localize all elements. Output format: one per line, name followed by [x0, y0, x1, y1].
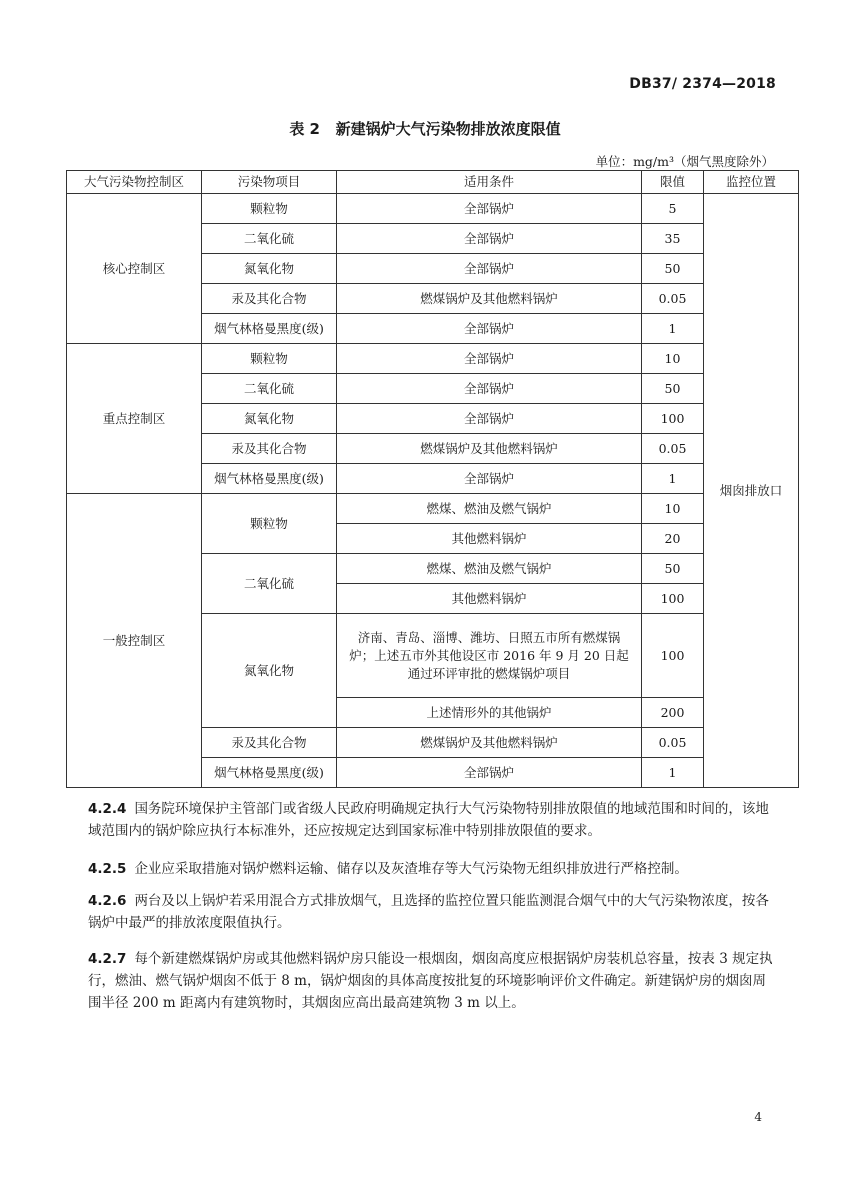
clause-number: 4.2.5: [88, 861, 127, 877]
limit-cell: 200: [642, 698, 704, 728]
condition-cell: 其他燃料锅炉: [337, 524, 642, 554]
limit-cell: 0.05: [642, 284, 704, 314]
clause-4-2-6: [88, 890, 778, 934]
col-header-monitor: 监控位置: [704, 171, 799, 194]
limit-cell: 1: [642, 314, 704, 344]
clause-4-2-5: [88, 858, 778, 880]
condition-cell: 全部锅炉: [337, 464, 642, 494]
zone-core: 核心控制区: [67, 194, 202, 344]
limit-cell: 5: [642, 194, 704, 224]
condition-cell: 全部锅炉: [337, 224, 642, 254]
limit-cell: 1: [642, 758, 704, 788]
limit-cell: 50: [642, 374, 704, 404]
condition-cell: 燃煤、燃油及燃气锅炉: [337, 494, 642, 524]
standard-code: DB37/ 2374—2018: [629, 76, 776, 92]
table-row: [67, 344, 799, 374]
limit-cell: 0.05: [642, 728, 704, 758]
pollutant-cell: 二氧化硫: [202, 554, 337, 614]
condition-cell: 全部锅炉: [337, 194, 642, 224]
pollutant-cell: 二氧化硫: [202, 224, 337, 254]
condition-cell: 上述情形外的其他锅炉: [337, 698, 642, 728]
limit-cell: 100: [642, 614, 704, 698]
zone-general: 一般控制区: [67, 494, 202, 788]
condition-cell: 燃煤锅炉及其他燃料锅炉: [337, 728, 642, 758]
pollutant-cell: 烟气林格曼黑度(级): [202, 758, 337, 788]
clause-text: 国务院环境保护主管部门或省级人民政府明确规定执行大气污染物特别排放限值的地域范围和时间的，该地域范围内的锅炉除应执行本标准外，还应按规定达到国家标准中特别排放限值的要求。: [88, 801, 769, 839]
pollutant-cell: 烟气林格曼黑度(级): [202, 464, 337, 494]
clause-text: 两台及以上锅炉若采用混合方式排放烟气，且选择的监控位置只能监测混合烟气中的大气污染物浓度，按各锅炉中最严的排放浓度限值执行。: [88, 893, 769, 931]
limit-cell: 50: [642, 254, 704, 284]
table-row: [67, 194, 799, 224]
pollutant-cell: 氮氧化物: [202, 614, 337, 728]
table-row: [67, 494, 799, 524]
pollutant-cell: 汞及其化合物: [202, 728, 337, 758]
table-header-row: [67, 171, 799, 194]
condition-cell: 其他燃料锅炉: [337, 584, 642, 614]
clause-text: 企业应采取措施对锅炉燃料运输、储存以及灰渣堆存等大气污染物无组织排放进行严格控制。: [134, 861, 688, 877]
pollutant-cell: 颗粒物: [202, 494, 337, 554]
limit-cell: 10: [642, 494, 704, 524]
limit-cell: 1: [642, 464, 704, 494]
condition-cell: 全部锅炉: [337, 404, 642, 434]
condition-cell: 燃煤、燃油及燃气锅炉: [337, 554, 642, 584]
clause-number: 4.2.6: [88, 893, 127, 909]
limit-cell: 100: [642, 404, 704, 434]
pollutant-cell: 氮氧化物: [202, 254, 337, 284]
clause-number: 4.2.4: [88, 801, 127, 817]
condition-cell: 全部锅炉: [337, 254, 642, 284]
limit-cell: 10: [642, 344, 704, 374]
emission-limits-table: [66, 170, 799, 788]
condition-cell: 全部锅炉: [337, 374, 642, 404]
condition-cell: 全部锅炉: [337, 758, 642, 788]
limit-cell: 20: [642, 524, 704, 554]
pollutant-cell: 二氧化硫: [202, 374, 337, 404]
unit-note: 单位：mg/m³（烟气黑度除外）: [595, 154, 774, 169]
clause-text: 每个新建燃煤锅炉房或其他燃料锅炉房只能设一根烟囱，烟囱高度应根据锅炉房装机总容量，按表 3 规定执行，燃油、燃气锅炉烟囱不低于 8 m，锅炉烟囱的具体高度按批复的环境影响评价文件确定。新建锅炉房的烟囱周围半径 200 m 距离内有建筑物时，其烟囱应高出最高建筑物 3 m 以上。: [88, 951, 773, 1011]
condition-cell: 燃煤锅炉及其他燃料锅炉: [337, 284, 642, 314]
limit-cell: 100: [642, 584, 704, 614]
col-header-pollutant: 污染物项目: [202, 171, 337, 194]
col-header-condition: 适用条件: [337, 171, 642, 194]
pollutant-cell: 烟气林格曼黑度(级): [202, 314, 337, 344]
table-title: 表 2 新建锅炉大气污染物排放浓度限值: [289, 120, 561, 138]
col-header-zone: 大气污染物控制区: [67, 171, 202, 194]
condition-cell: 燃煤锅炉及其他燃料锅炉: [337, 434, 642, 464]
zone-key: 重点控制区: [67, 344, 202, 494]
condition-cell: 全部锅炉: [337, 314, 642, 344]
clause-number: 4.2.7: [88, 951, 127, 967]
monitor-location: 烟囱排放口: [704, 194, 799, 788]
limit-cell: 35: [642, 224, 704, 254]
pollutant-cell: 汞及其化合物: [202, 434, 337, 464]
pollutant-cell: 氮氧化物: [202, 404, 337, 434]
clause-4-2-4: [88, 798, 778, 842]
clause-4-2-7: [88, 948, 778, 1014]
condition-cell: 全部锅炉: [337, 344, 642, 374]
col-header-limit: 限值: [642, 171, 704, 194]
pollutant-cell: 颗粒物: [202, 194, 337, 224]
page-number: 4: [754, 1110, 762, 1124]
limit-cell: 0.05: [642, 434, 704, 464]
limit-cell: 50: [642, 554, 704, 584]
condition-cell: 济南、青岛、淄博、潍坊、日照五市所有燃煤锅炉；上述五市外其他设区市 2016 年 9 月 20 日起通过环评审批的燃煤锅炉项目: [337, 614, 642, 698]
pollutant-cell: 颗粒物: [202, 344, 337, 374]
pollutant-cell: 汞及其化合物: [202, 284, 337, 314]
